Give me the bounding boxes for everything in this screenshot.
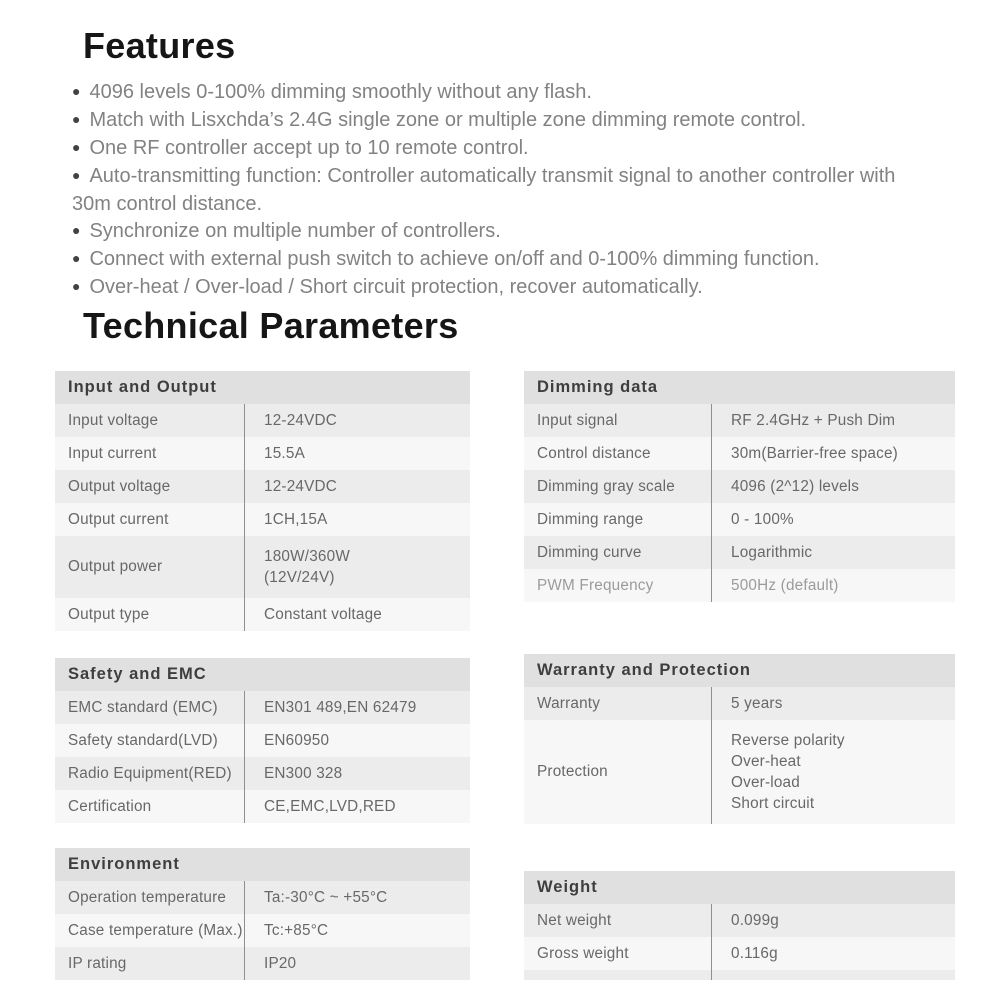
spec-value: EN300 328 (264, 764, 343, 782)
spec-label: Dimming range (524, 503, 712, 536)
spec-row (524, 904, 955, 937)
spec-label: PWM Frequency (524, 569, 712, 602)
spec-label: Input signal (524, 404, 712, 437)
bullet-icon: ● (72, 250, 81, 266)
spec-table-title: Dimming data (524, 371, 955, 404)
spec-label: Net weight (524, 904, 712, 937)
spec-label: Warranty (524, 687, 712, 720)
spec-label: Output type (55, 598, 245, 631)
technical-parameters-title: Technical Parameters (83, 305, 459, 346)
spec-label: Protection (524, 720, 712, 824)
spec-row (55, 724, 470, 757)
column-right (524, 371, 955, 980)
spec-label: Certification (55, 790, 245, 823)
spec-label: Operation temperature (55, 881, 245, 914)
spec-row (55, 757, 470, 790)
spec-label: Output voltage (55, 470, 245, 503)
spec-row (55, 503, 470, 536)
spec-label: Output power (55, 536, 245, 598)
spec-row (55, 947, 470, 980)
feature-item: ● 4096 levels 0-100% dimming smoothly without any flash. (72, 81, 592, 103)
spec-value: 4096 (2^12) levels (731, 477, 860, 495)
spec-value: IP20 (264, 954, 297, 972)
spec-value: 0 - 100% (731, 510, 794, 528)
spec-label: Dimming curve (524, 536, 712, 569)
spec-label: Radio Equipment(RED) (55, 757, 245, 790)
column-left (55, 371, 470, 980)
spec-table-weight (524, 871, 955, 980)
spec-row (55, 790, 470, 823)
spec-row (524, 437, 955, 470)
spec-value: CE,EMC,LVD,RED (264, 797, 396, 815)
spec-row (55, 437, 470, 470)
spec-value: Logarithmic (731, 543, 813, 561)
spec-row (524, 687, 955, 720)
feature-item: ● Match with Lisxchda’s 2.4G single zone or multiple zone dimming remote control. (72, 109, 807, 131)
spec-value: RF 2.4GHz + Push Dim (731, 411, 896, 429)
spec-value-line: Reverse polarity (731, 732, 845, 749)
spec-label: Input voltage (55, 404, 245, 437)
spec-value-line: (12V/24V) (264, 569, 335, 586)
spec-value (712, 720, 955, 824)
spec-table-title: Weight (524, 871, 955, 904)
spec-label: Case temperature (Max.) (55, 914, 245, 947)
features-list (72, 79, 922, 302)
spec-row (524, 404, 955, 437)
spec-value: Ta:-30°C ~ +55°C (264, 888, 388, 906)
bullet-icon: ● (72, 83, 81, 99)
spec-value-line: Short circuit (731, 795, 815, 812)
spec-row (524, 470, 955, 503)
spec-row (524, 536, 955, 569)
spec-value: Constant voltage (264, 605, 383, 623)
spec-label: Control distance (524, 437, 712, 470)
spec-table-dimming-data (524, 371, 955, 602)
spec-table-warranty-and-protection (524, 654, 955, 824)
spec-value-line: Over-heat (731, 753, 801, 770)
spec-row (55, 598, 470, 631)
spec-value: 1CH,15A (264, 510, 328, 528)
spec-row (524, 569, 955, 602)
spec-value: 5 years (731, 694, 783, 712)
feature-item: ● Over-heat / Over-load / Short circuit protection, recover automatically. (72, 276, 703, 298)
spec-value: EN301 489,EN 62479 (264, 698, 417, 716)
spec-label: Output current (55, 503, 245, 536)
feature-item: ● Synchronize on multiple number of controllers. (72, 220, 501, 242)
spec-value: 12-24VDC (264, 477, 338, 495)
spec-label: Input current (55, 437, 245, 470)
spec-value: 0.099g (731, 911, 779, 929)
spec-label: Safety standard(LVD) (55, 724, 245, 757)
spec-label: IP rating (55, 947, 245, 980)
spec-table-title: Safety and EMC (55, 658, 470, 691)
spec-value-line: 180W/360W (264, 548, 350, 565)
spec-value: 15.5A (264, 444, 305, 462)
spec-value: Tc:+85°C (264, 921, 329, 939)
spec-label: EMC standard (EMC) (55, 691, 245, 724)
spec-row (55, 470, 470, 503)
spec-row (55, 881, 470, 914)
bullet-icon: ● (72, 167, 81, 183)
spec-row (55, 536, 470, 598)
spec-row (55, 404, 470, 437)
bullet-icon: ● (72, 278, 81, 294)
spec-label: Dimming gray scale (524, 470, 712, 503)
bullet-icon: ● (72, 139, 81, 155)
features-title: Features (83, 25, 236, 66)
spec-value: 30m(Barrier-free space) (731, 444, 898, 462)
spec-table-input-and-output (55, 371, 470, 631)
spec-row (55, 914, 470, 947)
spec-value: 500Hz (default) (731, 576, 839, 594)
spec-value (245, 536, 470, 598)
spec-label: Gross weight (524, 937, 712, 970)
spec-value-line: Over-load (731, 774, 800, 791)
spec-table-title: Input and Output (55, 371, 470, 404)
feature-item: ● Auto-transmitting function: Controller automatically transmit signal to another controller with 30m control distance. (72, 165, 896, 215)
feature-item: ● One RF controller accept up to 10 remote control. (72, 137, 529, 159)
bullet-icon: ● (72, 111, 81, 127)
spec-table-safety-and-emc (55, 658, 470, 823)
spec-table-title: Warranty and Protection (524, 654, 955, 687)
spec-value: EN60950 (264, 731, 330, 749)
spec-row (524, 937, 955, 970)
feature-item: ● Connect with external push switch to achieve on/off and 0-100% dimming function. (72, 248, 820, 270)
bullet-icon: ● (72, 222, 81, 238)
spec-value: 0.116g (731, 944, 778, 962)
spec-table-environment (55, 848, 470, 980)
spec-table-title: Environment (55, 848, 470, 881)
spec-row (524, 720, 955, 824)
features-section (72, 26, 922, 302)
spec-row (55, 691, 470, 724)
spec-value: 12-24VDC (264, 411, 338, 429)
spec-row (524, 503, 955, 536)
